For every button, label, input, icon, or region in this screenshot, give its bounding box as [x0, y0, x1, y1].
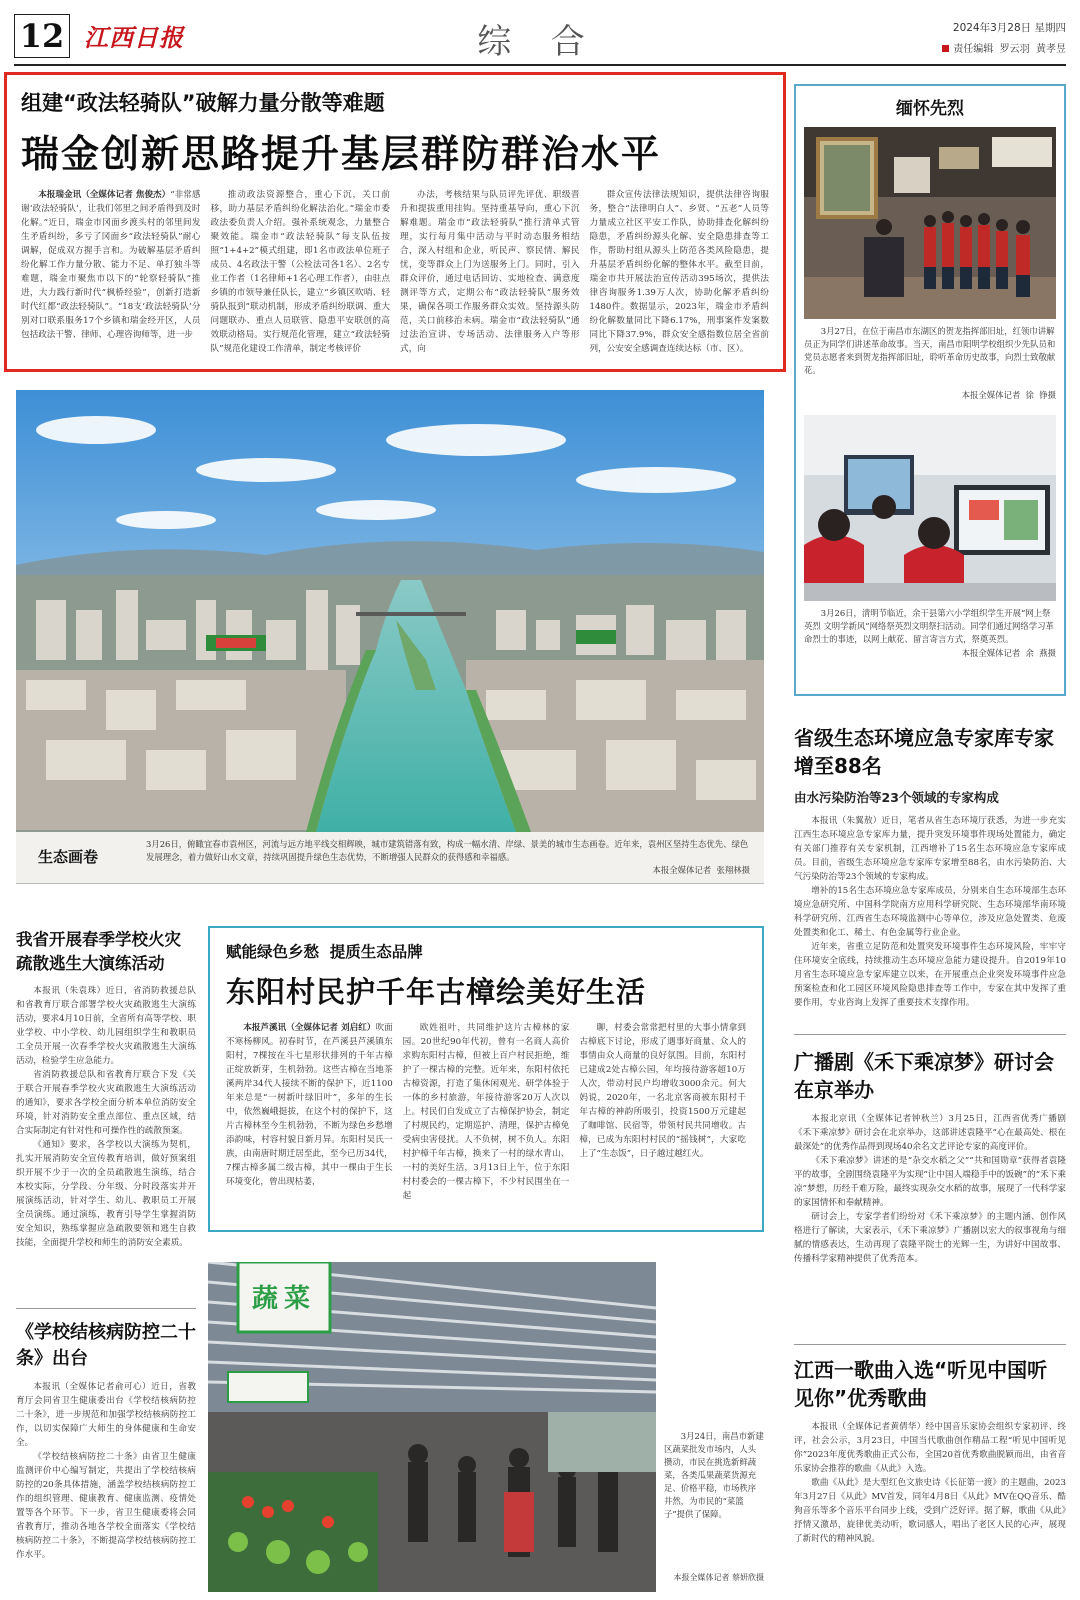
song-article — [794, 1356, 1066, 1596]
camphor-article — [208, 926, 764, 1232]
radio-headline: 广播剧《禾下乘凉梦》研讨会在京举办 — [794, 1050, 1054, 1102]
lead-kicker: 组建“政法轻骑队”破解力量分散等难题 — [21, 91, 385, 115]
camphor-col-2: 欧姓祖叶，共同维护这片古樟林的家园。20世纪90年代初，曾有一名商人高价求购东阳村古樟，但被上百户村民拒绝，维护了一棵古樟的完整。近年来，东阳村依托古樟资源，打造了集休闲观光、研学体验于一体的乡村旅游，年接待游客20万人次以上。村民们自发成立了古樟保护协会，制定了村规民约，定期巡护、清理，保护古樟免受病虫害侵扰。人不负树，树不负人。东阳村护樟千年古樟，换来了一村的绿水青山、一村的美好生活，3月13日上午，位于东阳村村委会的一棵古樟下，不少村民围坐在一起 — [402, 1023, 570, 1201]
martyrs-title: 缅怀先烈 — [896, 99, 964, 119]
martyrs-credit-2: 本报全媒体记者 余 燕摄 — [961, 648, 1056, 658]
eco-caption-bar — [16, 832, 764, 884]
market-caption: 3月24日，南昌市新建区蔬菜批发市场内，人头攒动，市民在挑选新鲜蔬菜，各类瓜果蔬菜货源充足、价格平稳，市场秩序井然，为市民的“菜篮子”提供了保障。 — [664, 1431, 764, 1519]
martyrs-caption-2: 3月26日，清明节临近，余干县第六小学组织学生开展“网上祭英烈 文明学新风”网络祭英烈文明祭扫活动。同学们通过网络学习革命烈士的事迹，以网上献花、留言寄言方式，祭奠英烈。 — [804, 608, 1054, 644]
tb-body: 本报讯（全媒体记者俞可心）近日，省教育厅会同省卫生健康委出台《学校结核病防控二十条》，进一步规范和加强学校结核病防控工作，以切实保障广大师生的身体健康和生命安全。 《学校结核病防控二十条》由省卫生健康监测评价中心编写制定，共提出了学校结核病防控的20条具体措施，涵盖学校结核病防控工作的组织管理、健康教育、健康监测、疫情处置等各个环节。下一步，省卫生健康委将会同省教育厅，推动各地各学校全面落实《学校结核病防控二十条》，不断提高学校结核病防控工作水平。 — [16, 1382, 196, 1560]
masthead — [14, 10, 1066, 66]
lead-headline: 瑞金创新思路提升基层群防群治水平 — [21, 132, 662, 176]
radio-article — [794, 1048, 1066, 1348]
camphor-kicker: 赋能绿色乡愁 提质生态品牌 — [226, 943, 423, 961]
tb-headline: 《学校结核病防控二十条》出台 — [16, 1322, 196, 1369]
camphor-col-1: 本报芦溪讯（全媒体记者 刘启红）吹面不寒杨柳风。初春时节，在芦溪县芦溪镇东阳村，7棵按在斗七星形状排列的千年古樟正绽放新芽，生机勃勃。这些古樟在当地茶溪两岸34代人接续不断的保护下，近1100年来总是“一树新叶绿旧叶”，多年的生长中，依然巍峨挺拔，在这个村的保护下，这片古樟林至今生机勃勃，不断为绿色乡愁增添韵味，村容村貌日新月异。东阳村吴氏一族，由南唐时期迁居至此，至今已历34代，7棵古樟多属二级古樟，其中一棵由于生长环境变化，曾出现枯萎， — [226, 1023, 393, 1187]
radio-body: 本报北京讯（全媒体记者钟秋兰）3月25日，江西省优秀广播剧《禾下乘凉梦》研讨会在北京举办，这部讲述袁隆平“心在最高处、根在最深处”的优秀作品得到现场40余名文艺评论专家的高度评价。 《禾下乘凉梦》讲述的是“杂交水稻之父”“共和国勋章”获得者袁隆平的故事，全剧围绕袁隆平为实现“让中国人端稳手中的饭碗”的“禾下乘凉”梦想，历经千难万险，最终实现杂交水稻的故事，展现了一代科学家的家国情怀和奉献精神。 研讨会上，专家学者们纷纷对《禾下乘凉梦》的主题内涵、创作风格进行了解读，大家表示，《禾下乘凉梦》广播剧以宏大的叙事视角与细腻的情感表达，生动再现了袁隆平院士的光辉一生，为讲好中国故事、传播科学家精神提供了优秀范本。 — [794, 1114, 1066, 1264]
martyrs-photo-2 — [804, 415, 1056, 601]
lead-col-2: 推动政法资源整合，重心下沉，关口前移，助力基层矛盾纠纷化解法治化。”瑞金市委政法委负责人介绍。强补系统观念，力量整合聚效能。瑞金市“政法轻骑队”每支队伍按照“1+4+2”模式组建，即1名市政法单位班子成员、4名政法干警（公检法司各1名）、2名专业工作者（1名律师+1名心理工作者），由驻点乡镇的市领导兼任队长，建立“乡镇区吹哨、轻骑队报到”联动机制，形成矛盾纠纷联调、重大问题联办、重点人员联管、隐患平安联创的高效联动格局。实行规范化管理，建立“政法轻骑队”规范化建设工作清单，制定考核评价 — [210, 190, 390, 354]
martyrs-photo-1 — [804, 127, 1056, 319]
song-headline: 江西一歌曲入选“听见中国听见你”优秀歌曲 — [794, 1358, 1048, 1410]
red-square-icon — [942, 45, 949, 52]
market-photo — [208, 1262, 656, 1592]
market-credit: 本报全媒体记者 蔡妍欣摄 — [673, 1573, 764, 1582]
martyrs-credit-1: 本报全媒体记者 徐 铮摄 — [961, 390, 1056, 400]
lead-col-1: 本报瑞金讯（全媒体记者 焦俊杰）“非常感谢‘政法轻骑队’，让我们邻里之间矛盾得到及时化解。”近日，瑞金市冈面乡渡头村的邻里间发生矛盾纠纷，多亏了冈面乡“政法轻骑队”耐心调解，促成双方握手言和。为破解基层矛盾纠纷化解工作力量分散、能力不足、单打独斗等难题，瑞金市聚焦市以下的“轮察轻骑队”推进，大力践行新时代“枫桥经验”，创新打造新时代红都“政法轻骑队”。“18支‘政法轻骑队’分别对口联系服务17个乡镇和瑞金经开区，人员包括政法干警、律师、心理咨询师等，进一步 — [21, 190, 201, 340]
vegetable-sign: 蔬菜 — [251, 1283, 316, 1314]
eco-caption: 3月26日，俯瞰宜春市袁州区，河流与远方地平线交相辉映，城市建筑错落有致，构成一幅水清、岸绿、景美的城市生态画卷。近年来，袁州区坚持生态优先、绿色发展理念，着力做好山水文章，持续巩固提升绿色生态优势，不断增强人民群众的获得感和幸福感。 — [146, 839, 749, 862]
tb-article — [16, 1320, 196, 1596]
paper-logo: 江西日报 — [84, 23, 184, 52]
eco-label: 生态画卷 — [38, 848, 99, 866]
expert-headline: 省级生态环境应急专家库专家增至88名 — [794, 726, 1054, 778]
section-title: 综 合 — [477, 22, 591, 62]
song-body: 本报讯（全媒体记者黄倩华）经中国音乐家协会组织专家初评、终评，社会公示，3月23日，中国当代歌曲创作精品工程“听见中国听见你”2023年度优秀歌曲正式公布，全国20首优秀歌曲脱颖而出，由省音乐家协会推荐的歌曲《从此》入选。 歌曲《从此》是大型红色文旅史诗《长征第一渡》的主题曲，2023年3月27日《从此》MV首发，同年4月8日《从此》MV在QQ音乐、酷狗音乐等多个音乐平台同步上线，受到广泛好评。据了解，歌曲《从此》抒情又激昂，旋律优美动听，歌词感人，唱出了老区人民的心声，展现了新时代的精神风貌。 — [794, 1422, 1066, 1544]
eco-photo — [16, 390, 764, 832]
drill-body: 本报讯（朱袁珠）近日，省消防救援总队和省教育厅联合部署学校火灾疏散逃生大演练活动，要求4月10日前，全省所有高等学校、职业学校、中小学校、幼儿园组织学生和教职员工全员开展一次春季学校火灾疏散逃生大演练活动，检验学生应急能力。 省消防救援总队和省教育厅联合下发《关于联合开展春季学校火灾疏散逃生大演练活动的通知》，要求各学校全面分析本单位消防安全环境，针对消防安全重点部位、重点区域，结合实际制定有针对性和可操作性的疏散预案。 《通知》要求，各学校以大演练为契机，扎实开展消防安全宣传教育培训，做好预案组织开展不少于一次的全员疏散逃生演练，结合本校实际，分学段、分年级、分时段落实并开展演练活动，针对学生、幼儿、教职员工开展全员演练。通过演练，教育引导学生掌握消防安全知识，熟练掌握应急疏散要领和逃生自救技能，全面提升学校和师生的消防安全素质。 — [16, 986, 196, 1248]
expert-article — [794, 724, 1066, 1024]
editors: 责任编辑 罗云羽 黄孝昱 — [942, 40, 1066, 55]
divider — [794, 1034, 1066, 1035]
lead-col-4: 群众宣传法律法规知识，提供法律咨询服务，整合“法律明白人”、乡贤、“五老”人员等力量成立社区平安工作队，协助排查化解纠纷隐患，矛盾纠纷源头化解、安全隐患排查等工作，帮助村组从源头上防范各类风险隐患，提升基层矛盾纠纷化解的整体水平。截至目前，瑞金市共开展法治宣传活动395场次，提供法律咨询服务1.39万人次，协助化解矛盾纠纷1480件。数据显示，2023年，瑞金市矛盾纠纷化解数量同比下降6.17%，刑事案件发案数同比下降37.9%，群众安全感指数位居全省前列，公安安全感调查连续达标（市、区）。 — [589, 190, 769, 354]
divider — [16, 1308, 196, 1309]
drill-article — [16, 928, 196, 1300]
header-rule — [14, 64, 1066, 66]
divider — [794, 1344, 1066, 1345]
camphor-headline: 东阳村民护千年古樟绘美好生活 — [226, 975, 647, 1009]
lead-body — [21, 188, 769, 376]
lead-article — [4, 72, 786, 372]
issue-date: 2024年3月28日 星期四 — [952, 22, 1066, 34]
martyrs-caption-1: 3月27日，在位于南昌市东湖区的贺龙指挥部旧址，红领巾讲解员正为同学们讲述革命故事。当天，南昌市阳明学校组织少先队员和党员志愿者来到贺龙指挥部旧址，聆听革命历史故事，向烈士致敬献花。 — [804, 326, 1056, 375]
expert-subhead: 由水污染防治等23个领域的专家构成 — [794, 790, 999, 805]
martyrs-panel — [794, 84, 1066, 696]
lead-col-3: 办法，考核结果与队员评先评优、职级晋升和提拔重用挂钩。坚持重基导向，重心下沉解难题。瑞金市“政法轻骑队”推行清单式管理，实行每月集中活动与平时动态服务相结合，深入村组和企业，听民声、察民情、解民忧，变等群众上门为送服务上门。同时，引入群众评价，通过电话回访、实地检查、满意度测评等方式，定期公布“政法轻骑队”服务效果，确保各项工作服务群众实效。坚持源头防范，关口前移治未病。瑞金市“政法轻骑队”通过法治宣讲、专场活动、法律服务入户等形式，向 — [400, 190, 580, 354]
camphor-body — [226, 1021, 746, 1231]
page-number: 12 — [14, 14, 70, 58]
camphor-col-3: 聊，村委会常常把村里的大事小情拿到古樟底下讨论，形成了遇事好商量、众人的事情由众人商量的良好氛围。目前，东阳村已建成2处古樟公园，年均接待游客超10万人次，带动村民户均增收3000余元。何大妈说，2020年，一名北京客商被东阳村千年古樟的神韵所吸引，投资1500万元建起了咖啡馆、民宿等，带领村民共同增收。古樟，已成为东阳村村民的“摇钱树”，大家吃上了“生态饭”，日子越过越红火。 — [579, 1023, 746, 1159]
eco-credit: 本报全媒体记者 张翔林摄 — [652, 865, 750, 875]
expert-body: 本报讯（朱翼敖）近日，笔者从省生态环境厅获悉，为进一步充实江西生态环境应急专家库力量，提升突发环境事件现场处置能力，确定有关部门推荐有关专家机制，江西增补了15名生态环境应急专家库成员。目前，省级生态环境应急专家库专家增至88名，由水污染防治、大气污染防治等23个领域的专家构成。 增补的15名生态环境应急专家库成员，分别来自生态环境部生态环境应急研究所、中国科学院南方应用科学研究院、生态环境部华南环境科学研究所、江西省生态环境监测中心等单位，涉及应急处置类、危废处置类和化工、稀土、有色金属等行业企业。 近年来，省重立足防范和处置突发环境事件生态环境风险，牢牢守住环境安全底线，持续推动生态环境应急能力建设提升。自2019年10月省生态环境应急专家库建立以来，在开展重点企业突发环境事件应急预案检查和化工园区环境风险隐患排查等工作中，专家在其中发挥了重要作用，专业咨询上发挥了重要技术支撑作用。 — [794, 816, 1066, 1008]
drill-headline: 我省开展春季学校火灾疏散逃生大演练活动 — [16, 930, 181, 973]
